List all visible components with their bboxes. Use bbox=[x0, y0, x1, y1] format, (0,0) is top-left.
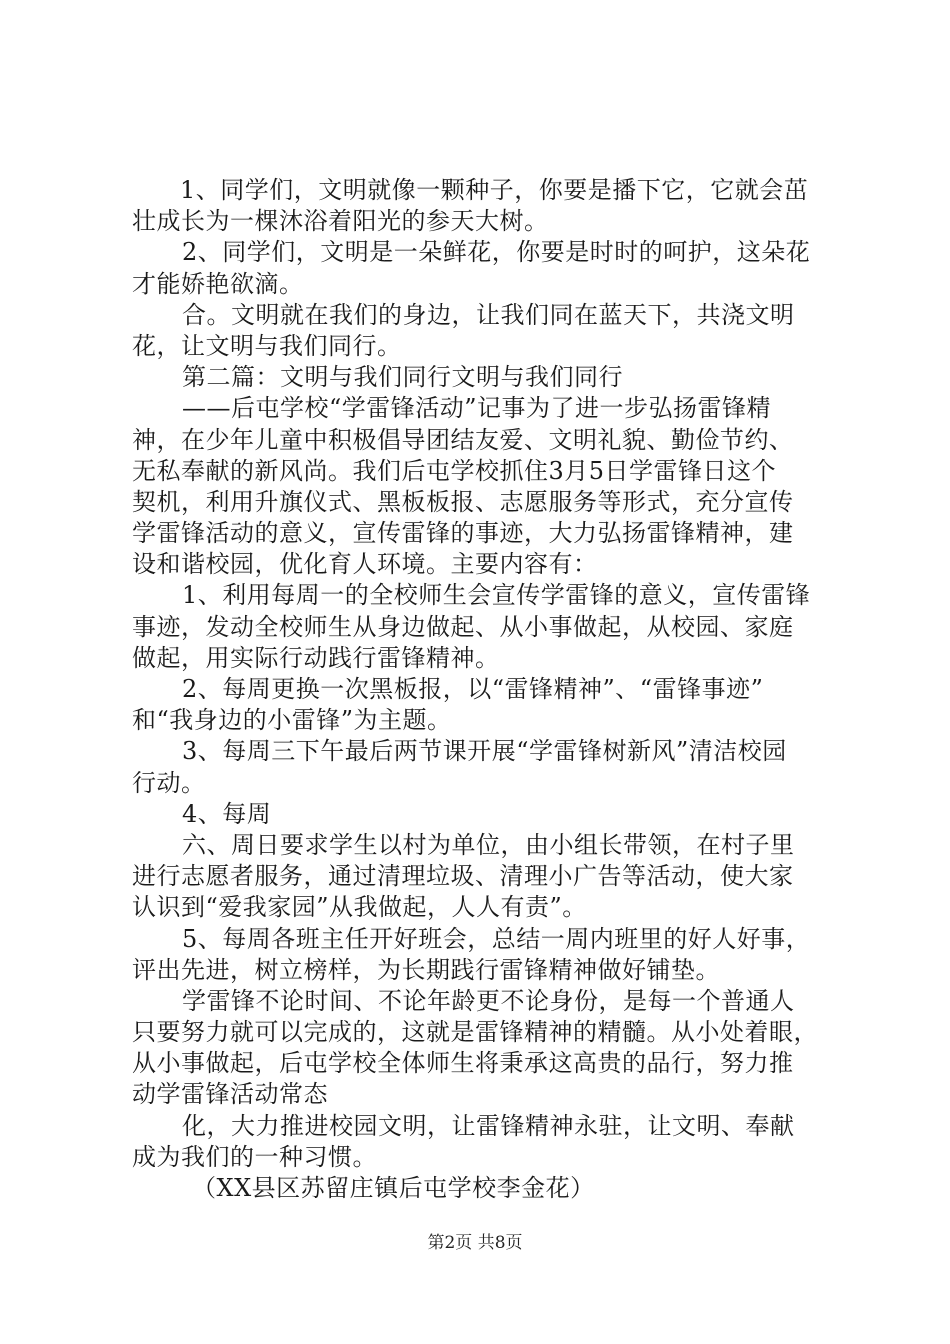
paragraph-line: 神，在少年儿童中积极倡导团结友爱、文明礼貌、勤俭节约、 bbox=[132, 425, 794, 454]
paragraph-line: 设和谐校园，优化育人环境。主要内容有： bbox=[132, 550, 598, 579]
paragraph-line: 5、每周各班主任开好班会，总结一周内班里的好人好事， bbox=[182, 924, 811, 953]
paragraph-line: 4、每周 bbox=[182, 799, 272, 828]
paragraph-line: 和“我身边的小雷锋”为主题。 bbox=[132, 706, 452, 735]
paragraph-line: 才能娇艳欲滴。 bbox=[132, 269, 304, 298]
paragraph-line: 1、同学们，文明就像一颗种子，你要是播下它，它就会茁 bbox=[180, 176, 809, 204]
paragraph-line: 2、同学们，文明是一朵鲜花，你要是时时的呵护，这朵花 bbox=[182, 238, 811, 267]
paragraph-line: 动学雷锋活动常态 bbox=[132, 1080, 328, 1109]
paragraph-line: 认识到“爱我家园”从我做起，人人有责”。 bbox=[132, 893, 587, 922]
paragraph-line: 契机，利用升旗仪式、黑板板报、志愿服务等形式，充分宣传 bbox=[132, 487, 794, 516]
paragraph-line: 合。文明就在我们的身边，让我们同在蓝天下，共浇文明 bbox=[182, 300, 795, 329]
paragraph-line: 评出先进，树立榜样，为长期践行雷锋精神做好铺垫。 bbox=[132, 955, 720, 984]
paragraph-line: 成为我们的一种习惯。 bbox=[132, 1142, 377, 1171]
document-body bbox=[132, 175, 832, 1204]
paragraph-line: 壮成长为一棵沐浴着阳光的参天大树。 bbox=[132, 207, 549, 236]
paragraph-line: 六、周日要求学生以村为单位，由小组长带领，在村子里 bbox=[182, 830, 795, 859]
paragraph-line: 学雷锋活动的意义，宣传雷锋的事迹，大力弘扬雷锋精神，建 bbox=[132, 519, 794, 548]
page-number-footer: 第2页 共8页 bbox=[427, 1233, 523, 1253]
paragraph-line: 从小事做起，后屯学校全体师生将秉承这高贵的品行，努力推 bbox=[132, 1049, 794, 1078]
paragraph-line: 1、利用每周一的全校师生会宣传学雷锋的意义，宣传雷锋 bbox=[182, 581, 811, 610]
paragraph-line: 做起，用实际行动践行雷锋精神。 bbox=[132, 643, 500, 672]
section-heading: 第二篇：文明与我们同行文明与我们同行 bbox=[182, 363, 623, 392]
paragraph-line: 2、每周更换一次黑板报，以“雷锋精神”、“雷锋事迹” bbox=[182, 675, 764, 703]
paragraph-line: 进行志愿者服务，通过清理垃圾、清理小广告等活动，使大家 bbox=[132, 862, 794, 891]
paragraph-line: 只要努力就可以完成的，这就是雷锋精神的精髓。从小处着眼， bbox=[132, 1018, 818, 1047]
paragraph-line: ——后屯学校“学雷锋活动”记事为了进一步弘扬雷锋精 bbox=[182, 394, 772, 423]
paragraph-line: 学雷锋不论时间、不论年龄更不论身份，是每一个普通人 bbox=[182, 986, 795, 1015]
paragraph-line: 事迹，发动全校师生从身边做起、从小事做起，从校园、家庭 bbox=[132, 612, 794, 641]
paragraph-line: 花，让文明与我们同行。 bbox=[132, 331, 402, 360]
paragraph-line: 行动。 bbox=[132, 768, 206, 797]
signature-line: （XX县区苏留庄镇后屯学校李金花） bbox=[192, 1174, 595, 1202]
paragraph-line: 3、每周三下午最后两节课开展“学雷锋树新风”清洁校园 bbox=[182, 737, 787, 766]
paragraph-line: 化，大力推进校园文明，让雷锋精神永驻，让文明、奉献 bbox=[182, 1111, 795, 1140]
paragraph-line: 无私奉献的新风尚。我们后屯学校抓住3月5日学雷锋日这个 bbox=[132, 456, 777, 485]
